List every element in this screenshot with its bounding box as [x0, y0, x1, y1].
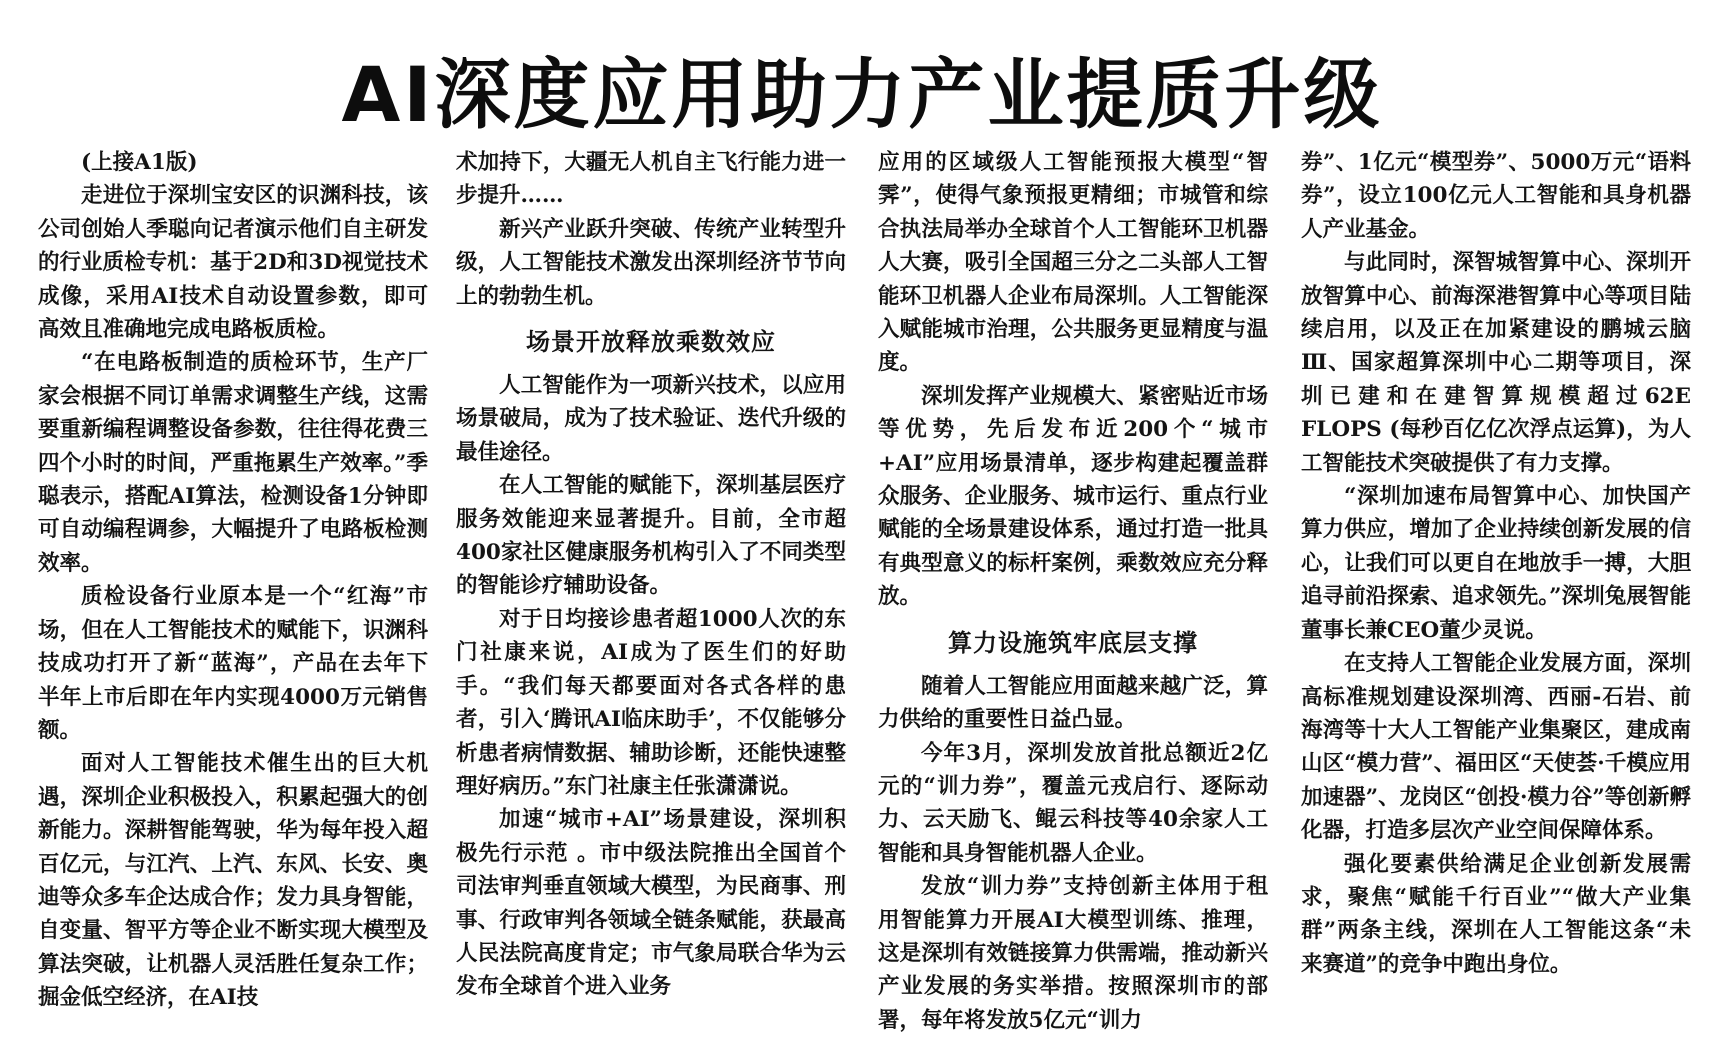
paragraph: 加速“城市+AI”场景建设，深圳积极先行示范 。市中级法院推出全国首个司法审判垂直领域大模型，为民商事、刑事、行政审判各领域全链条赋能，获最高人民法院高度肯定；市气象局联合华为云发布全球首个进入业务 — [456, 807, 846, 1000]
paragraph: 在支持人工智能企业发展方面，深圳高标准规划建设深圳湾、西丽-石岩、前海湾等十大人工智能产业集聚区，建成南山区“模力营”、福田区“天使荟·千模应用加速器”、龙岗区“创投·模力谷”等创新孵化器，打造多层次产业空间保障体系。 — [1301, 651, 1691, 844]
article-column-1 — [38, 146, 428, 1011]
paragraph: 新兴产业跃升突破、传统产业转型升级，人工智能技术激发出深圳经济节节向上的勃勃生机。 — [456, 216, 846, 309]
section-heading: 场景开放释放乘数效应 — [526, 328, 776, 357]
paragraph-continued: 术加持下，大疆无人机自主飞行能力进一步提升…… — [456, 150, 846, 209]
paragraph: “深圳加速布局智算中心、加快国产算力供应，增加了企业持续创新发展的信心，让我们可以更自在地放手一搏，大胆追寻前沿探索、追求领先。”深圳兔展智能董事长兼CEO董少灵说。 — [1301, 484, 1691, 643]
paragraph: 今年3月，深圳发放首批总额近2亿元的“训力券”，覆盖元戎启行、逐际动力、云天励飞、鲲云科技等40余家人工智能和具身智能机器人企业。 — [878, 740, 1268, 866]
paragraph: 质检设备行业原本是一个“红海”市场，但在人工智能技术的赋能下，识渊科技成功打开了新“蓝海”，产品在去年下半年上市后即在年内实现4000万元销售额。 — [38, 584, 428, 743]
paragraph: (上接A1版) — [81, 150, 198, 175]
paragraph: 深圳发挥产业规模大、紧密贴近市场等优势，先后发布近200个“城市+AI”应用场景清单，逐步构建起覆盖群众服务、企业服务、城市运行、重点行业赋能的全场景建设体系，通过打造一批具有典型意义的标杆案例，乘数效应充分释放。 — [878, 383, 1268, 610]
paragraph-continued: 券”、1亿元“模型券”、5000万元“语料券”，设立100亿元人工智能和具身机器人产业基金。 — [1301, 150, 1691, 242]
paragraph: 强化要素供给满足企业创新发展需求，聚焦“赋能千行百业”“做大产业集群”两条主线，深圳在人工智能这条“未来赛道”的竞争中跑出身位。 — [1301, 851, 1691, 977]
section-heading: 算力设施筑牢底层支撑 — [948, 628, 1198, 657]
article-column-4 — [1301, 146, 1691, 977]
paragraph: 对于日均接诊患者超1000人次的东门社康来说，AI成为了医生们的好助手。“我们每天都要面对各式各样的患者，引入‘腾讯AI临床助手’，不仅能够分析患者病情数据、辅助诊断，还能快速整理好病历。”东门社康主任张潇潇说。 — [456, 606, 846, 799]
paragraph-continued: 应用的区域级人工智能预报大模型“智霁”，使得气象预报更精细；市城管和综合执法局举办全球首个人工智能环卫机器人大赛，吸引全国超三分之二头部人工智能环卫机器人企业布局深圳。人工智能深入赋能城市治理，公共服务更显精度与温度。 — [878, 150, 1268, 376]
paragraph: 在人工智能的赋能下，深圳基层医疗服务效能迎来显著提升。目前，全市超400家社区健康服务机构引入了不同类型的智能诊疗辅助设备。 — [456, 473, 846, 599]
paragraph: 与此同时，深智城智算中心、深圳开放智算中心、前海深港智算中心等项目陆续启用，以及正在加紧建设的鹏城云脑Ⅲ、国家超算深圳中心二期等项目，深圳已建和在建智算规模超过62E FLOPS (每秒百亿亿次浮点运算)，为人工智能技术突破提供了有力支撑。 — [1301, 250, 1691, 476]
paragraph: 发放“训力券”支持创新主体用于租用智能算力开展AI大模型训练、推理，这是深圳有效链接算力供需端，推动新兴产业发展的务实举措。按照深圳市的部署，每年将发放5亿元“训力 — [878, 874, 1268, 1033]
paragraph: “在电路板制造的质检环节，生产厂家会根据不同订单需求调整生产线，这需要重新编程调整设备参数，往往得花费三四个小时的时间，严重拖累生产效率。”季聪表示，搭配AI算法，检测设备1分钟即可自动编程调参，大幅提升了电路板检测效率。 — [38, 350, 428, 576]
paragraph: 走进位于深圳宝安区的识渊科技，该公司创始人季聪向记者演示他们自主研发的行业质检专机：基于2D和3D视觉技术成像，采用AI技术自动设置参数，即可高效且准确地完成电路板质检。 — [38, 183, 428, 343]
article-column-3 — [878, 146, 1268, 1033]
headline: AI深度应用助力产业提质升级 — [341, 50, 1383, 139]
article-column-2 — [456, 146, 846, 1000]
paragraph: 随着人工智能应用面越来越广泛，算力供给的重要性日益凸显。 — [878, 673, 1268, 733]
paragraph: 面对人工智能技术催生出的巨大机遇，深圳企业积极投入，积累起强大的创新能力。深耕智能驾驶，华为每年投入超百亿元，与江汽、上汽、东风、长安、奥迪等众多车企达成合作；发力具身智能，自变量、智平方等企业不断实现大模型及算法突破，让机器人灵活胜任复杂工作；掘金低空经济，在AI技 — [38, 751, 428, 1011]
paragraph: 人工智能作为一项新兴技术，以应用场景破局，成为了技术验证、迭代升级的最佳途径。 — [456, 373, 846, 465]
